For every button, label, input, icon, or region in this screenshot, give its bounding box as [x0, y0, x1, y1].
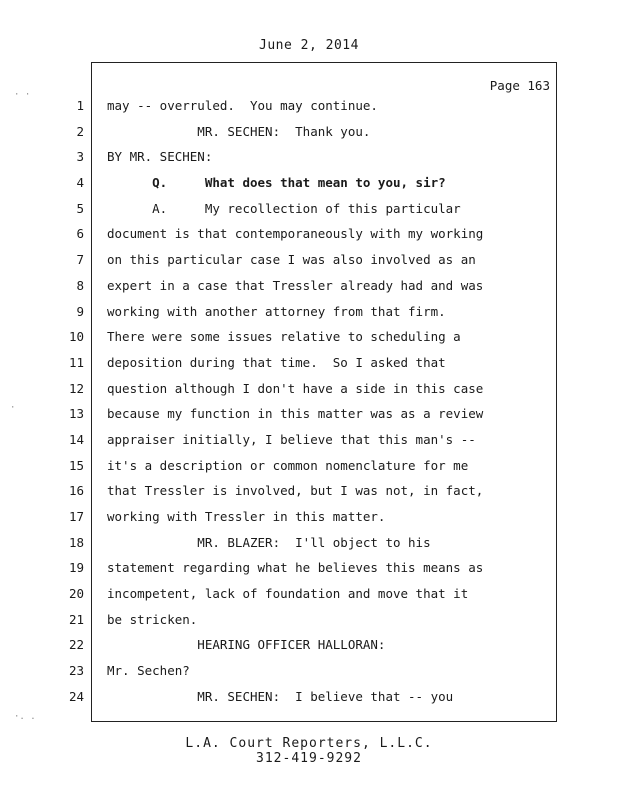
line-number: 6: [76, 226, 84, 242]
transcript-line: A. My recollection of this particular: [107, 200, 461, 216]
transcript-date: June 2, 2014: [259, 38, 359, 53]
footer-phone: 312-419-9292: [256, 751, 362, 766]
line-number: 1: [76, 98, 84, 113]
line-number: 9: [76, 303, 84, 319]
transcript-line: MR. BLAZER: I'll object to his: [107, 534, 431, 550]
line-number: 14: [68, 431, 84, 447]
transcript-line: Mr. Sechen?: [107, 663, 190, 679]
transcript-line: on this particular case I was also involved as an: [107, 252, 476, 268]
transcript-line: MR. SECHEN: Thank you.: [107, 123, 371, 139]
transcript-body: [107, 96, 547, 713]
footer-company: L.A. Court Reporters, L.L.C.: [185, 736, 433, 751]
line-number: 18: [68, 534, 84, 550]
transcript-line: expert in a case that Tressler already had and was: [107, 277, 484, 293]
line-number: 12: [68, 380, 84, 396]
line-number: 13: [68, 406, 84, 422]
line-number: 4: [76, 175, 84, 191]
line-number: 21: [68, 611, 84, 627]
line-number: 3: [76, 149, 84, 165]
transcript-line: it's a description or common nomenclature for me: [107, 457, 469, 473]
line-number: 11: [68, 354, 84, 370]
line-number: 2: [76, 123, 84, 139]
transcript-line: appraiser initially, I believe that this man's --: [107, 431, 476, 447]
transcript-line: may -- overruled. You may continue.: [107, 98, 378, 113]
line-number: 17: [68, 509, 84, 524]
line-numbers: [62, 96, 84, 713]
line-number: 5: [76, 200, 84, 216]
transcript-line: document is that contemporaneously with my working: [107, 226, 484, 242]
transcript-line: BY MR. SECHEN:: [107, 149, 213, 165]
line-number: 20: [68, 586, 84, 602]
transcript-line: working with another attorney from that firm.: [107, 303, 446, 319]
line-number: 8: [76, 277, 84, 293]
transcript-line: deposition during that time. So I asked that: [107, 354, 446, 370]
transcript-line: working with Tressler in this matter.: [107, 509, 386, 524]
transcript-line: There were some issues relative to scheduling a: [107, 329, 461, 345]
scan-speck: · ·: [14, 90, 31, 100]
transcript-line: MR. SECHEN: I believe that -- you: [107, 688, 454, 704]
line-number: 19: [68, 560, 84, 576]
transcript-line: that Tressler is involved, but I was not, in fact,: [107, 483, 484, 499]
line-number: 10: [68, 329, 84, 345]
line-number: 23: [68, 663, 84, 679]
scan-speck: ·. .: [14, 712, 36, 722]
line-number: 22: [68, 637, 84, 653]
line-number: 16: [68, 483, 84, 499]
transcript-line: incompetent, lack of foundation and move that it: [107, 586, 469, 602]
line-number: 24: [68, 688, 84, 704]
transcript-line: be stricken.: [107, 611, 198, 627]
scan-speck: ·: [10, 403, 16, 413]
transcript-line: question although I don't have a side in this case: [107, 380, 484, 396]
line-number: 7: [76, 252, 84, 268]
line-number: 15: [68, 457, 84, 473]
page-number: Page 163: [489, 78, 550, 93]
transcript-line: HEARING OFFICER HALLORAN:: [107, 637, 386, 653]
transcript-line: statement regarding what he believes this means as: [107, 560, 484, 576]
transcript-line: Q. What does that mean to you, sir?: [107, 175, 446, 191]
transcript-line: because my function in this matter was as a review: [107, 406, 484, 422]
